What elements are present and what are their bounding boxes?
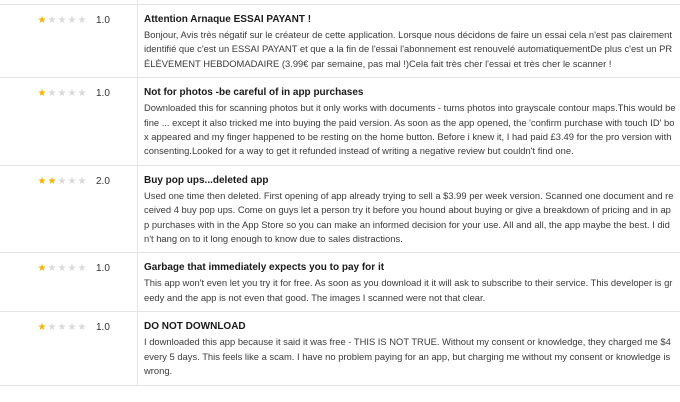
star-icon: ★ [57,175,67,187]
review-score: 1.0 [96,322,110,334]
review-title: Not for photos -be careful of in app purchases [144,87,364,99]
review-body [138,312,680,384]
star-icon: ★ [77,88,87,100]
star-icon: ★ [57,88,67,100]
star-icon: ★ [67,175,77,187]
review-text: This app won't even let you try it for free. As soon as you download it it will ask to subscribe to their service. This developer is greedy and the app is not even that good. The images I scanned were not that clear. [144,277,673,303]
star-icon: ★ [77,175,87,187]
star-icon: ★ [57,263,67,275]
star-icon: ★ [37,263,47,275]
star-rating [37,262,87,276]
star-icon: ★ [77,263,87,275]
review-rows [0,5,680,386]
review-rating [0,5,138,77]
star-icon: ★ [57,322,67,334]
star-icon: ★ [47,88,57,100]
star-icon: ★ [37,15,47,26]
review-body [138,78,680,165]
star-icon: ★ [37,88,47,100]
review-title: DO NOT DOWNLOAD [144,321,246,333]
star-icon: ★ [77,322,87,334]
review-body [138,5,680,77]
star-icon: ★ [37,175,47,187]
star-icon: ★ [47,263,57,275]
review-body [138,253,680,311]
review-rating [0,312,138,384]
review-text: I downloaded this app because it said it was free - THIS IS NOT TRUE. Without my consent or knowledge, they charged me $4 every 5 days. This feels like a scam. I have no problem paying for an app, but charging me without my consent or knowledge is wrong. [144,336,671,377]
review-body [138,166,680,253]
review-row [0,253,680,312]
review-text: Used one time then deleted. First opening of app already trying to sell a $3.99 per week version. Scanned one document and received 4 buy pop ups. Come on guys let a person try it before you hound about buying or give a breakdown of pricing and in app purchases with in the App Store so you can make an informed decision for your use. All and all, the app maybe the best. I didn't hang on to it long enough to know due to sales distractions. [144,189,674,245]
review-rating [0,253,138,311]
star-icon: ★ [37,322,47,334]
review-rating [0,78,138,165]
review-text: Bonjour, Avis très négatif sur le créateur de cette application. Lorsque nous décidons de faire un essai cela n'est pas clairement identifié que c'est un ESSAI PAYANT et que a la fin de l'essai l'abonnement est renouvelé automatiquementDe plus c'est un PRÉLÈVEMENT HEBDOMADAIRE (3.99€ par semaine, pas mal !)Cela fait très cher l'essai et très cher le scanner ! [144,29,673,69]
star-rating [37,14,87,28]
review-score: 1.0 [96,88,110,100]
review-score: 2.0 [96,175,110,187]
review-score: 1.0 [96,263,110,275]
review-text: Downloaded this for scanning photos but it only works with documents - turns photos into grayscale contour maps.This would be fine ... except it also tricked me into buying the paid version. As soon as the app opened, the 'confirm purchase with touch ID' box appeared and my finger happened to be resting on the home button. Before i knew it, I had paid £3.49 for the pro version with consenting.Looked for a way to get it refunded instead of writing a negative review but couldn't find one. [144,102,676,157]
star-rating [37,175,87,189]
review-row [0,5,680,78]
star-rating [37,321,87,335]
star-icon: ★ [47,322,57,334]
star-icon: ★ [47,175,57,187]
star-icon: ★ [67,88,77,100]
star-icon: ★ [57,15,67,26]
star-icon: ★ [77,15,87,26]
review-row [0,166,680,254]
star-icon: ★ [67,15,77,26]
review-rating [0,166,138,253]
review-title: Attention Arnaque ESSAI PAYANT ! [144,14,312,25]
review-row [0,312,680,385]
star-icon: ★ [67,322,77,334]
review-title: Garbage that immediately expects you to pay for it [144,262,385,274]
star-rating [37,87,87,101]
review-title: Buy pop ups...deleted app [144,174,269,186]
review-score: 1.0 [96,15,110,26]
star-icon: ★ [67,263,77,275]
table-top-edge-left [0,0,138,4]
star-icon: ★ [47,15,57,26]
review-row [0,78,680,166]
